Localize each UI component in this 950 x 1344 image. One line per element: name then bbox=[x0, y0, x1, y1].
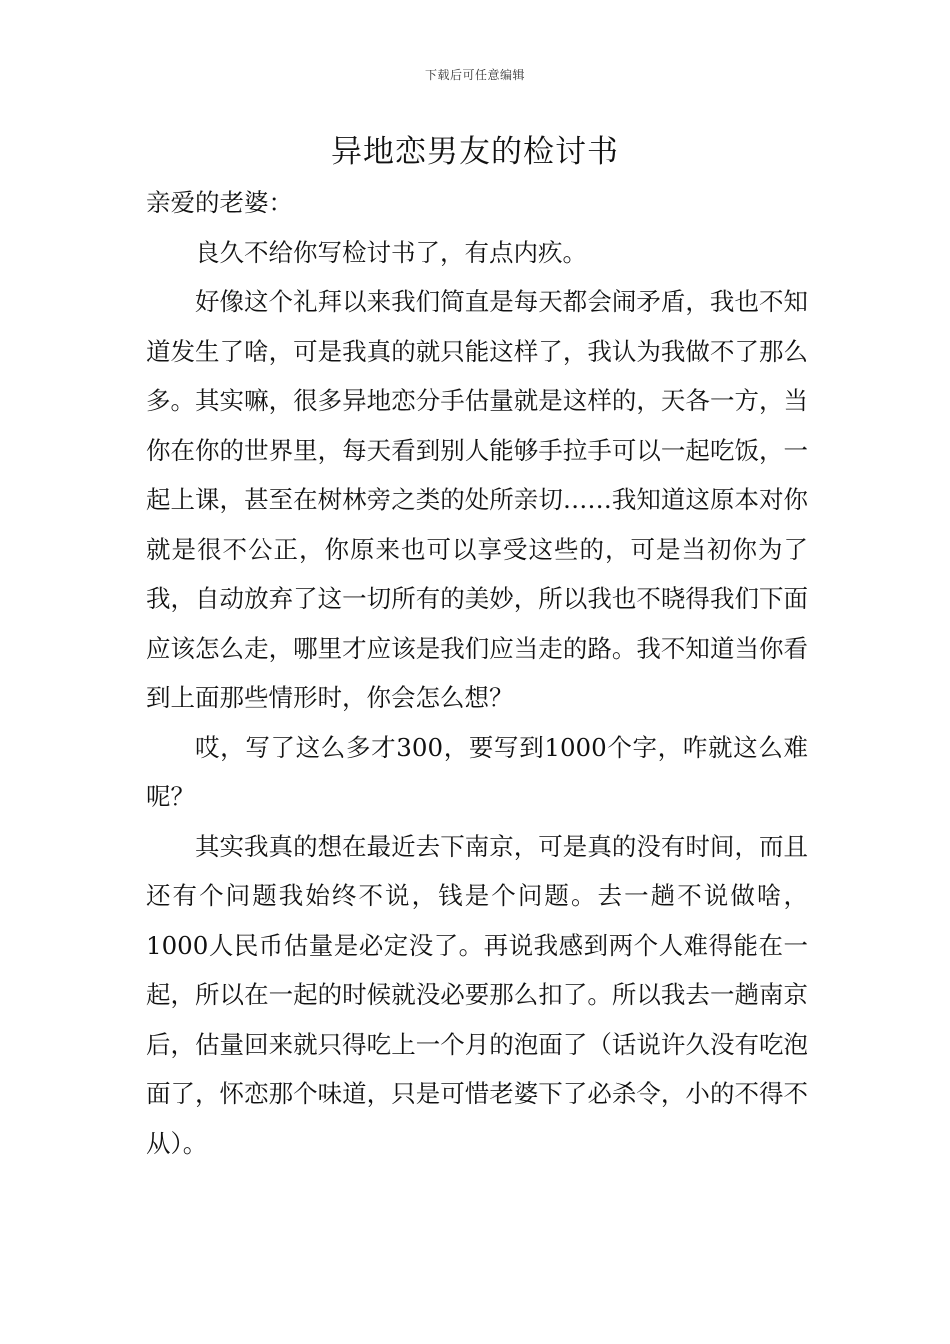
paragraph-1: 良久不给你写检讨书了，有点内疚。 bbox=[195, 237, 587, 267]
salutation: 亲爱的老婆： bbox=[146, 188, 293, 217]
document-title: 异地恋男友的检讨书 bbox=[331, 134, 619, 170]
paragraph-3: 哎，写了这么多才300，要写到1000个字，咋就这么难呢？ bbox=[146, 732, 808, 811]
paragraph-4: 其实我真的想在最近去下南京，可是真的没有时间，而且还有个问题我始终不说，钱是个问题。去一趟不说做啥，1000人民币估量是必定没了。再说我感到两个人难得能在一起，所以在一起的时候就没必要那么扣了。所以我去一趟南京后，估量回来就只得吃上一个月的泡面了（话说许久没有吃泡面了，怀恋那个味道，只是可惜老婆下了必杀令，小的不得不从）。 bbox=[146, 831, 808, 1158]
header-note: 下载后可任意编辑 bbox=[424, 68, 525, 82]
document-body bbox=[146, 178, 808, 1168]
paragraph-2: 好像这个礼拜以来我们简直是每天都会闹矛盾，我也不知道发生了啥，可是我真的就只能这样了，我认为我做不了那么多。其实嘛，很多异地恋分手估量就是这样的，天各一方，当你在你的世界里，每天看到别人能够手拉手可以一起吃饭，一起上课，甚至在树林旁之类的处所亲切……我知道这原本对你就是很不公正，你原来也可以享受这些的，可是当初你为了我，自动放弃了这一切所有的美妙，所以我也不晓得我们下面应该怎么走，哪里才应该是我们应当走的路。我不知道当你看到上面那些情形时，你会怎么想？ bbox=[146, 287, 808, 712]
